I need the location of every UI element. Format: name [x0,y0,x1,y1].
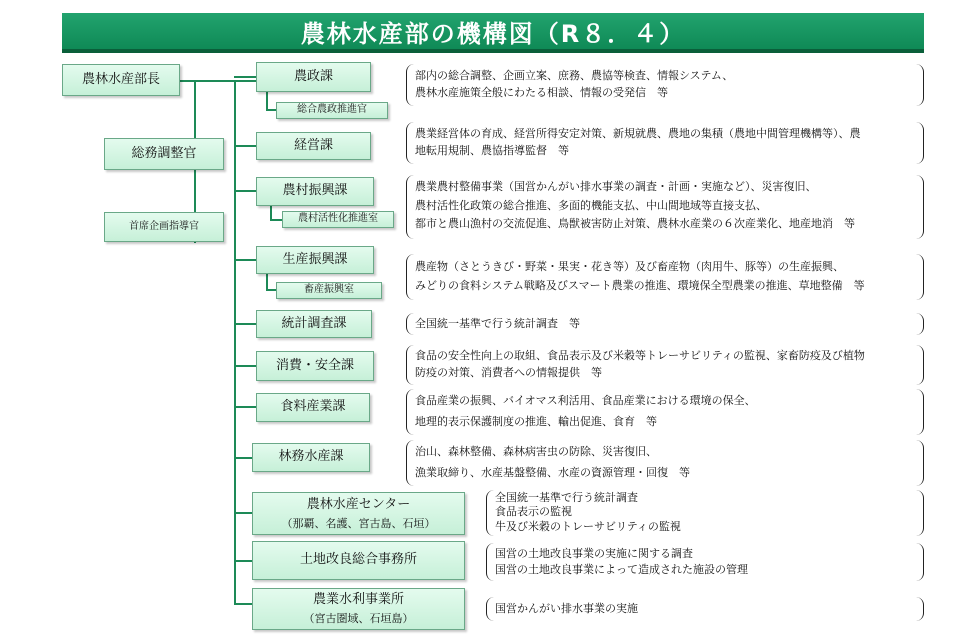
dept-head-box: 農林水産部長 [62,64,180,96]
connector-sub-0 [266,92,268,110]
unit-box-management: 経営課 [256,132,371,160]
subunit-box-agri-policy: 総合農政推進官 [276,102,388,119]
irrigation-locations: （宮古圏域、石垣島） [303,612,414,626]
connector-head-horizontal [180,80,256,82]
connector-trunk-main [234,80,236,604]
connector-unit-4 [234,323,256,325]
desc-statistics: 全国統一基準で行う統計調査 等 [406,313,924,335]
connector-unit-3 [234,259,256,261]
desc-rural-development: 農業農村整備事業（国営かんがい排水事業の調査・計画・実施など）、災害復旧、 農村活性化政策の総合推進、多面的機能支払、中山間地域等直接支払、 都市と農山漁村の交流促進、鳥獣被害防止対策、農林水産業の６次産業化、地産地消 等 [406,175,924,239]
subunit-box-rural-development: 農村活性化推進室 [282,211,394,228]
desc-food-industry: 食品産業の振興、バイオマス利活用、食品産業における環境の保全、 地理的表示保護制度の推進、輸出促進、食育 等 [406,389,924,435]
connector-sub-3-h [266,289,276,291]
irrigation-name: 農業水利事業所 [312,592,404,607]
connector-unit-0 [234,76,256,78]
coordinator-box: 総務調整官 [104,138,224,170]
unit-box-rural-development: 農村振興課 [256,177,374,206]
connector-unit-1 [234,145,256,147]
desc-irrigation: 国営かんがい排水事業の実施 [486,597,924,621]
unit-box-statistics: 統計調査課 [256,310,372,338]
connector-unit-2 [234,190,256,192]
connector-unit-10 [234,603,252,605]
subunit-box-production: 畜産振興室 [276,282,382,299]
unit-box-forestry-fisheries: 林務水産課 [252,443,370,472]
connector-unit-9 [234,560,252,562]
connector-sub-3 [266,274,268,290]
unit-box-consumer-safety: 消費・安全課 [256,351,374,381]
desc-land-improvement: 国営の土地改良事業の実施に関する調査 国営の土地改良事業によって造成された施設の管理 [486,543,924,581]
connector-unit-7 [234,457,252,459]
page-title: 農林水産部の機構図（R８．４） [62,13,924,53]
connector-sub-0-h [266,109,276,111]
connector-unit-6 [234,406,256,408]
unit-box-production: 生産振興課 [256,246,374,274]
center-name: 農林水産センター [306,496,411,512]
desc-production: 農産物（さとうきび・野菜・果実・花き等）及び畜産物（肉用牛、豚等）の生産振興、 みどりの食料システム戦略及びスマート農業の推進、環境保全型農業の推進、草地整備 等 [406,254,924,300]
unit-box-agri-policy: 農政課 [256,62,371,92]
desc-consumer-safety: 食品の安全性向上の取組、食品表示及び米穀等トレーサビリティの監視、家畜防疫及び植物 防疫の対策、消費者への情報提供 等 [406,345,924,385]
unit-box-land-improvement: 土地改良総合事務所 [252,541,465,580]
connector-sub-2 [270,206,272,220]
desc-agri-policy: 部内の総合調整、企画立案、庶務、農協等検査、情報システム、 農林水産施策全般にわたる相談、情報の受発信 等 [406,64,924,106]
unit-box-food-industry: 食料産業課 [256,393,370,422]
connector-unit-8 [234,512,252,514]
unit-box-center [252,492,465,535]
connector-unit-5 [234,365,256,367]
connector-sub-2-h [270,219,282,221]
chief-planner-box: 首席企画指導官 [104,212,224,242]
desc-forestry-fisheries: 治山、森林整備、森林病害虫の防除、災害復旧、 漁業取締り、水産基盤整備、水産の資源管理・回復 等 [406,440,924,486]
unit-box-irrigation [252,588,465,630]
desc-management: 農業経営体の育成、経営所得安定対策、新規就農、農地の集積（農地中間管理機構等）、農 地転用規制、農協指導監督 等 [406,122,924,164]
center-locations: （那覇、名護、宮古島、石垣） [281,516,436,530]
desc-center: 全国統一基準で行う統計調査 食品表示の監視 牛及び米穀のトレーサビリティの監視 [486,490,924,536]
